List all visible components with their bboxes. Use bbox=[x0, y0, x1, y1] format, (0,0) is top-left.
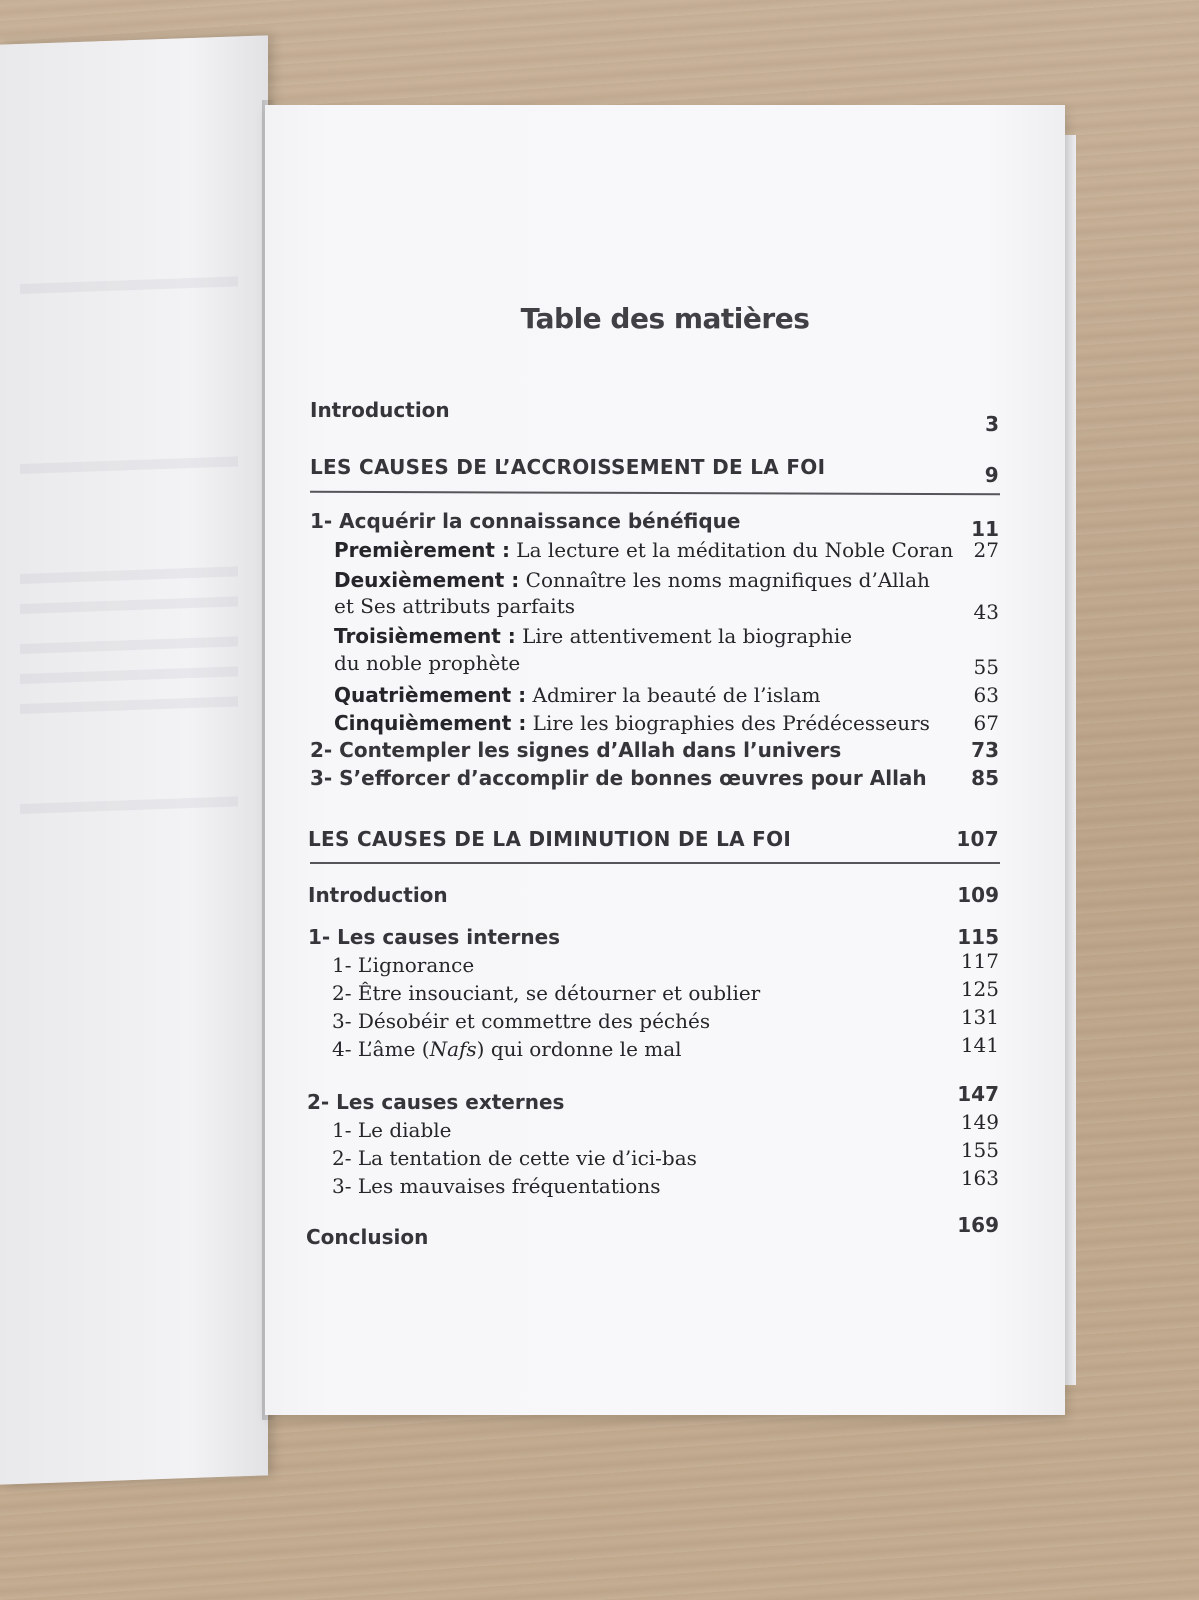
toc-subentry-label bbox=[334, 624, 852, 648]
toc-subentry bbox=[310, 624, 999, 680]
toc-subentry bbox=[310, 1110, 999, 1146]
toc-entry bbox=[310, 766, 999, 794]
toc-entry-label: 2- Les causes externes bbox=[307, 1090, 565, 1114]
toc-subentry-label: 2- La tentation de cette vie d’ici-bas bbox=[332, 1146, 697, 1170]
toc-subentry-label: 2- Être insouciant, se détourner et oublier bbox=[332, 981, 761, 1005]
toc-subentry-text: Admirer la beauté de l’islam bbox=[526, 683, 821, 707]
toc-subentry-lead: Premièrement : bbox=[334, 538, 510, 562]
toc-subentry bbox=[310, 1138, 999, 1174]
toc-subentry-text: Lire les biographies des Prédécesseurs bbox=[526, 711, 930, 735]
toc-subentry-label bbox=[334, 568, 930, 592]
toc-entry-page: 141 bbox=[960, 1033, 999, 1057]
toc-entry bbox=[307, 1082, 999, 1118]
show-through-text bbox=[20, 796, 238, 814]
toc-subentry bbox=[310, 1005, 999, 1037]
toc-entry-page: 85 bbox=[971, 766, 999, 790]
toc-entry-label: Conclusion bbox=[306, 1225, 429, 1249]
toc-subentry-italic: Nafs bbox=[429, 1037, 477, 1061]
toc-part-page: 9 bbox=[984, 463, 999, 487]
toc-subentry-suffix: ) qui ordonne le mal bbox=[476, 1037, 682, 1061]
toc-entry bbox=[310, 738, 999, 766]
toc-title: Table des matières bbox=[520, 302, 810, 335]
toc-entry-label: 1- Acquérir la connaissance bénéfique bbox=[310, 509, 741, 533]
toc-subentry-label bbox=[334, 711, 930, 735]
toc-entry bbox=[310, 925, 999, 953]
toc-subentry-label: 1- Le diable bbox=[332, 1118, 452, 1142]
toc-entry-page: 11 bbox=[971, 517, 999, 541]
show-through-text bbox=[20, 666, 238, 684]
toc-part-page: 107 bbox=[956, 827, 999, 851]
toc-subentry bbox=[310, 1166, 999, 1202]
toc-subentry bbox=[310, 683, 999, 711]
toc-entry-conclusion bbox=[306, 1213, 999, 1253]
toc-entry-label: 2- Contempler les signes d’Allah dans l’univers bbox=[310, 738, 842, 762]
toc-part-heading bbox=[310, 827, 999, 857]
toc-subentry bbox=[310, 977, 999, 1009]
toc-subentry-label bbox=[332, 1037, 682, 1061]
toc-subentry-label: 3- Désobéir et commettre des péchés bbox=[332, 1009, 711, 1033]
show-through-text bbox=[20, 566, 238, 584]
toc-subentry-lead: Cinquièmement : bbox=[334, 711, 527, 735]
toc-subentry-text-continued: du noble prophète bbox=[334, 651, 521, 675]
toc-subentry bbox=[310, 568, 999, 624]
toc-entry-label: 1- Les causes internes bbox=[308, 925, 561, 949]
toc-subentry bbox=[310, 949, 999, 981]
show-through-text bbox=[20, 276, 238, 294]
toc-subentry-lead: Quatrièmement : bbox=[334, 683, 527, 707]
toc-part-heading bbox=[310, 455, 999, 485]
toc-entry bbox=[310, 883, 999, 911]
toc-entry-page: 149 bbox=[960, 1110, 999, 1134]
toc-subentry-text: Lire attentivement la biographie bbox=[515, 624, 853, 648]
toc-subentry-label bbox=[334, 538, 953, 562]
toc-entry-page: 117 bbox=[960, 949, 999, 973]
show-through-text bbox=[20, 636, 238, 654]
toc-entry-label: 3- S’efforcer d’accomplir de bonnes œuvres pour Allah bbox=[310, 766, 927, 790]
left-page bbox=[0, 35, 268, 1484]
show-through-text bbox=[20, 456, 238, 474]
toc-entry-page: 115 bbox=[957, 925, 999, 949]
toc-entry-page: 147 bbox=[957, 1082, 999, 1106]
toc-entry-page: 131 bbox=[960, 1005, 999, 1029]
toc-entry-page: 55 bbox=[973, 655, 999, 679]
toc-entry-page: 43 bbox=[973, 600, 999, 624]
toc-subentry-prefix: 4- L’âme ( bbox=[332, 1037, 430, 1061]
toc-subentry-text-continued: et Ses attributs parfaits bbox=[334, 594, 575, 618]
toc-part-label: LES CAUSES DE LA DIMINUTION DE LA FOI bbox=[308, 827, 792, 851]
toc-subentry bbox=[310, 538, 999, 566]
toc-entry-page: 27 bbox=[973, 538, 999, 562]
toc-entry-label: Introduction bbox=[308, 883, 448, 907]
toc-entry-page: 109 bbox=[957, 883, 999, 907]
toc-entry-page: 169 bbox=[957, 1213, 999, 1237]
toc-subentry-text: Connaître les noms magnifiques d’Allah bbox=[519, 568, 930, 592]
toc-part-label: LES CAUSES DE L’ACCROISSEMENT DE LA FOI bbox=[310, 455, 826, 479]
toc-subentry-lead: Troisièmement : bbox=[334, 624, 516, 648]
toc-entry-introduction bbox=[310, 398, 999, 438]
toc-entry-label: Introduction bbox=[310, 398, 450, 422]
toc-subentry bbox=[310, 711, 999, 739]
toc-subentry-label bbox=[334, 683, 820, 707]
toc-subentry-label: 1- L’ignorance bbox=[332, 953, 475, 977]
show-through-text bbox=[20, 596, 238, 614]
toc-entry-page: 125 bbox=[960, 977, 999, 1001]
toc-subentry-lead: Deuxièmement : bbox=[334, 568, 520, 592]
toc-subentry bbox=[310, 1033, 999, 1065]
toc-entry-page: 3 bbox=[985, 412, 999, 436]
toc-entry-page: 73 bbox=[971, 738, 999, 762]
section-divider bbox=[310, 862, 1000, 864]
toc-subentry-text: La lecture et la méditation du Noble Coran bbox=[509, 538, 954, 562]
toc-subentry-label: 3- Les mauvaises fréquentations bbox=[332, 1174, 661, 1198]
toc-entry bbox=[310, 509, 999, 541]
toc-entry-page: 63 bbox=[973, 683, 999, 707]
show-through-text bbox=[20, 696, 238, 714]
toc-entry-page: 163 bbox=[960, 1166, 999, 1190]
toc-entry-page: 67 bbox=[973, 711, 999, 735]
toc-entry-page: 155 bbox=[960, 1138, 999, 1162]
